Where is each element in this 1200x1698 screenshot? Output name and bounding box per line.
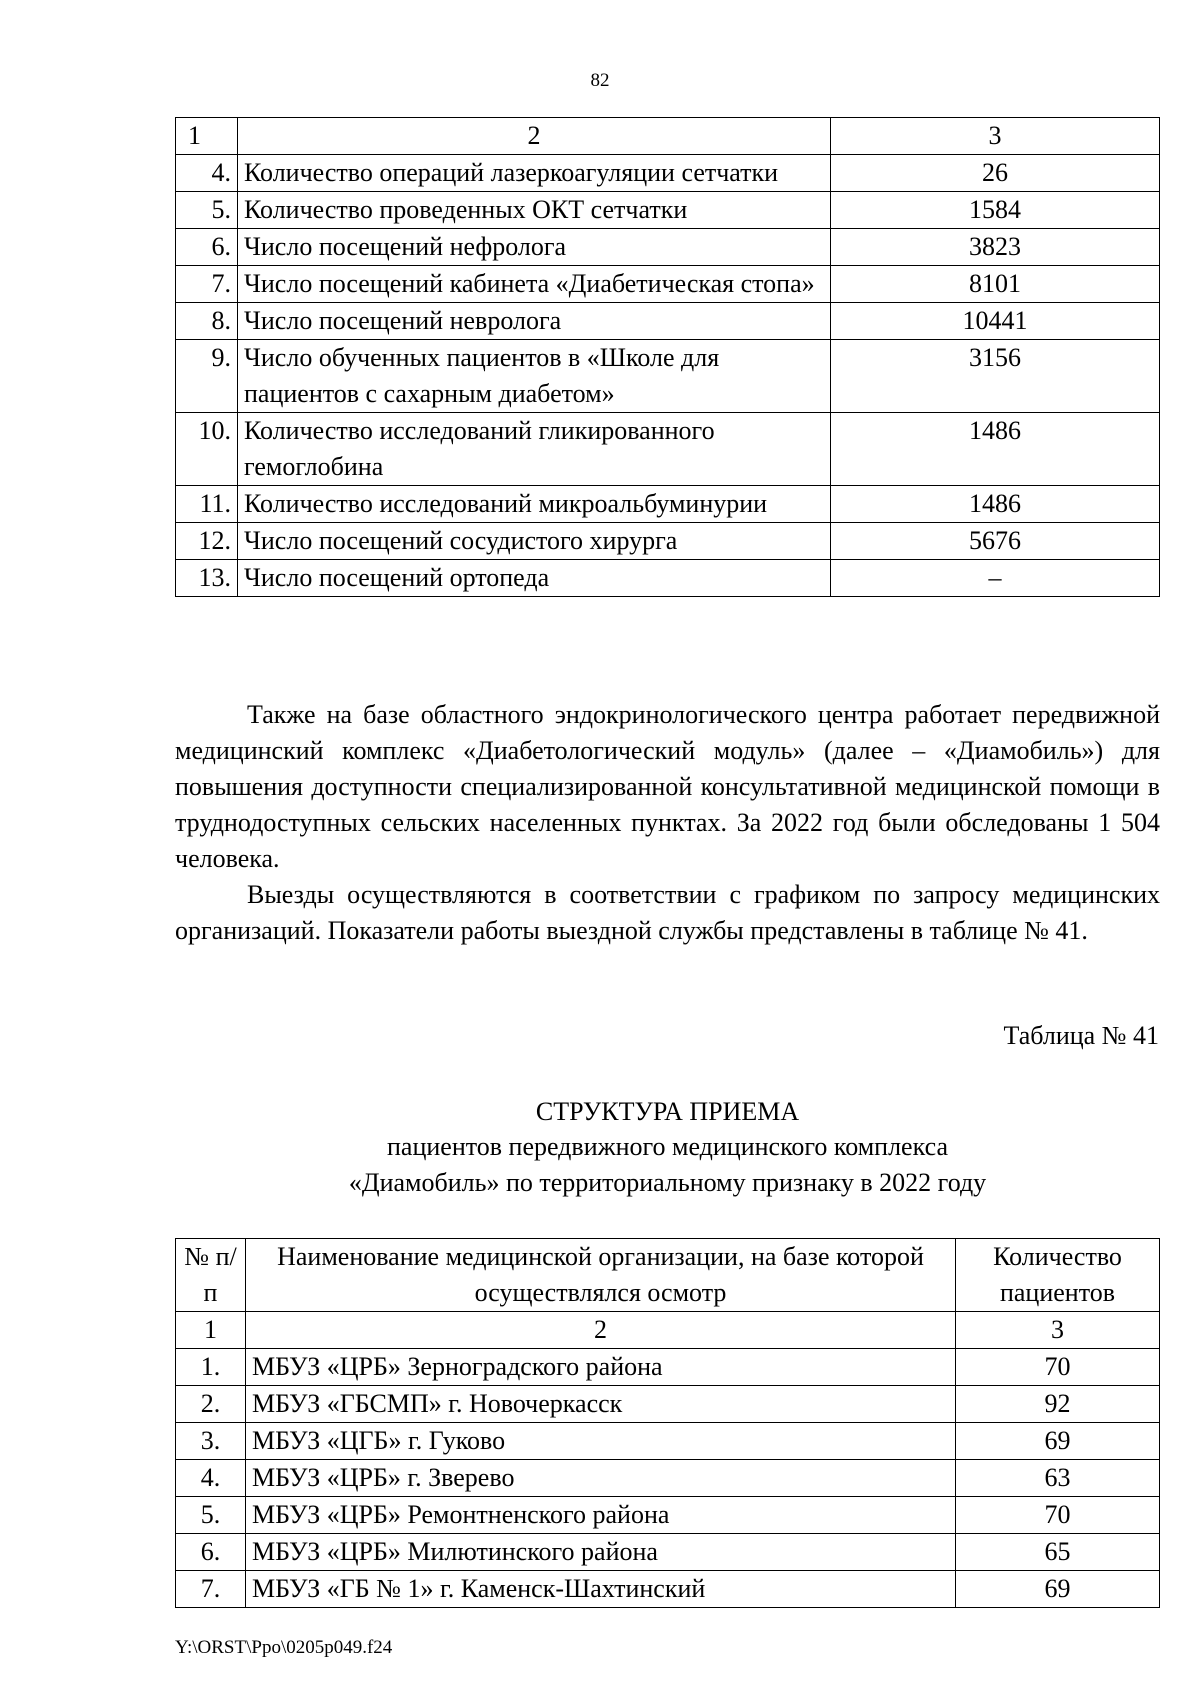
row-indicator: Число посещений нефролога <box>238 229 831 266</box>
row-organization: МБУЗ «ГБ № 1» г. Каменск-Шахтинский <box>246 1571 956 1608</box>
row-value: 3823 <box>831 229 1160 266</box>
row-patient-count: 69 <box>956 1423 1160 1460</box>
row-number: 11. <box>176 486 238 523</box>
row-value: 1584 <box>831 192 1160 229</box>
row-organization: МБУЗ «ЦГБ» г. Гуково <box>246 1423 956 1460</box>
file-path-footer: Y:\ORST\Ppo\0205p049.f24 <box>175 1637 393 1658</box>
row-number: 2. <box>176 1386 246 1423</box>
table-row <box>176 192 1160 229</box>
row-number: 5. <box>176 192 238 229</box>
table-row <box>176 1423 1160 1460</box>
row-number: 5. <box>176 1497 246 1534</box>
row-number: 13. <box>176 560 238 597</box>
row-number: 8. <box>176 303 238 340</box>
column-number-3: 3 <box>956 1312 1160 1349</box>
column-number-2: 2 <box>238 118 831 155</box>
row-number: 9. <box>176 340 238 413</box>
table-row <box>176 1460 1160 1497</box>
row-value: 8101 <box>831 266 1160 303</box>
row-organization: МБУЗ «ЦРБ» Ремонтненского района <box>246 1497 956 1534</box>
row-indicator: Количество операций лазеркоагуляции сетчатки <box>238 155 831 192</box>
column-number-2: 2 <box>246 1312 956 1349</box>
paragraph-visits: Выезды осуществляются в соответствии с графиком по запросу медицинских организаций. Показатели работы выездной службы представлены в таблице № 41. <box>175 880 1160 945</box>
table-row <box>176 1349 1160 1386</box>
row-number: 6. <box>176 229 238 266</box>
row-number: 7. <box>176 266 238 303</box>
row-indicator: Количество исследований гликированного гемоглобина <box>238 413 831 486</box>
paragraph-diamobile: Также на базе областного эндокринологического центра работает передвижной медицинский комплекс «Диабетологический модуль» (далее – «Диамобиль») для повышения доступности специализированной консультативной медицинской помощи в труднодоступных сельских населенных пунктах. За 2022 год были обследованы 1 504 человека. <box>175 700 1160 873</box>
table-row <box>176 1571 1160 1608</box>
row-number: 4. <box>176 155 238 192</box>
column-number-1: 1 <box>176 118 238 155</box>
table-row <box>176 413 1160 486</box>
row-value: 1486 <box>831 413 1160 486</box>
table-row <box>176 340 1160 413</box>
row-indicator: Число посещений сосудистого хирурга <box>238 523 831 560</box>
row-number: 7. <box>176 1571 246 1608</box>
row-number: 3. <box>176 1423 246 1460</box>
table-label: Таблица № 41 <box>1003 1021 1159 1050</box>
row-patient-count: 70 <box>956 1349 1160 1386</box>
row-indicator: Число посещений ортопеда <box>238 560 831 597</box>
row-number: 10. <box>176 413 238 486</box>
row-patient-count: 65 <box>956 1534 1160 1571</box>
row-number: 12. <box>176 523 238 560</box>
table-subtitle: пациентов передвижного медицинского комплекса <box>387 1132 948 1161</box>
row-organization: МБУЗ «ЦРБ» г. Зверево <box>246 1460 956 1497</box>
row-value: 1486 <box>831 486 1160 523</box>
row-patient-count: 63 <box>956 1460 1160 1497</box>
table-subtitle: «Диамобиль» по территориальному признаку в 2022 году <box>348 1168 987 1197</box>
row-organization: МБУЗ «ГБСМП» г. Новочеркасск <box>246 1386 956 1423</box>
row-indicator: Число посещений невролога <box>238 303 831 340</box>
row-indicator: Число посещений кабинета «Диабетическая стопа» <box>238 266 831 303</box>
table-row <box>176 486 1160 523</box>
header-patient-count: Количество пациентов <box>956 1239 1160 1312</box>
table-row <box>176 1497 1160 1534</box>
row-value: 5676 <box>831 523 1160 560</box>
row-value: 26 <box>831 155 1160 192</box>
table-column-numbers <box>176 118 1160 155</box>
row-value: 3156 <box>831 340 1160 413</box>
table-row <box>176 303 1160 340</box>
row-organization: МБУЗ «ЦРБ» Зерноградского района <box>246 1349 956 1386</box>
row-organization: МБУЗ «ЦРБ» Милютинского района <box>246 1534 956 1571</box>
table-header <box>176 1239 1160 1312</box>
header-number: № п/п <box>176 1239 246 1312</box>
table-row <box>176 1534 1160 1571</box>
table-row <box>176 266 1160 303</box>
row-value: – <box>831 560 1160 597</box>
row-indicator: Количество исследований микроальбуминурии <box>238 486 831 523</box>
row-patient-count: 92 <box>956 1386 1160 1423</box>
table-row <box>176 1386 1160 1423</box>
table-row <box>176 229 1160 266</box>
row-patient-count: 69 <box>956 1571 1160 1608</box>
row-indicator: Количество проведенных ОКТ сетчатки <box>238 192 831 229</box>
row-number: 4. <box>176 1460 246 1497</box>
row-number: 1. <box>176 1349 246 1386</box>
indicators-table <box>175 117 1160 597</box>
table-row <box>176 523 1160 560</box>
table-row <box>176 155 1160 192</box>
page-number: 82 <box>590 70 610 91</box>
row-value: 10441 <box>831 303 1160 340</box>
header-organization: Наименование медицинской организации, на базе которой осуществлялся осмотр <box>246 1239 956 1312</box>
column-number-1: 1 <box>176 1312 246 1349</box>
table-row <box>176 560 1160 597</box>
reception-structure-table <box>175 1238 1160 1608</box>
row-patient-count: 70 <box>956 1497 1160 1534</box>
row-indicator: Число обученных пациентов в «Школе для пациентов с сахарным диабетом» <box>238 340 831 413</box>
column-number-3: 3 <box>831 118 1160 155</box>
row-number: 6. <box>176 1534 246 1571</box>
table-column-numbers <box>176 1312 1160 1349</box>
table-title: СТРУКТУРА ПРИЕМА <box>535 1097 800 1126</box>
